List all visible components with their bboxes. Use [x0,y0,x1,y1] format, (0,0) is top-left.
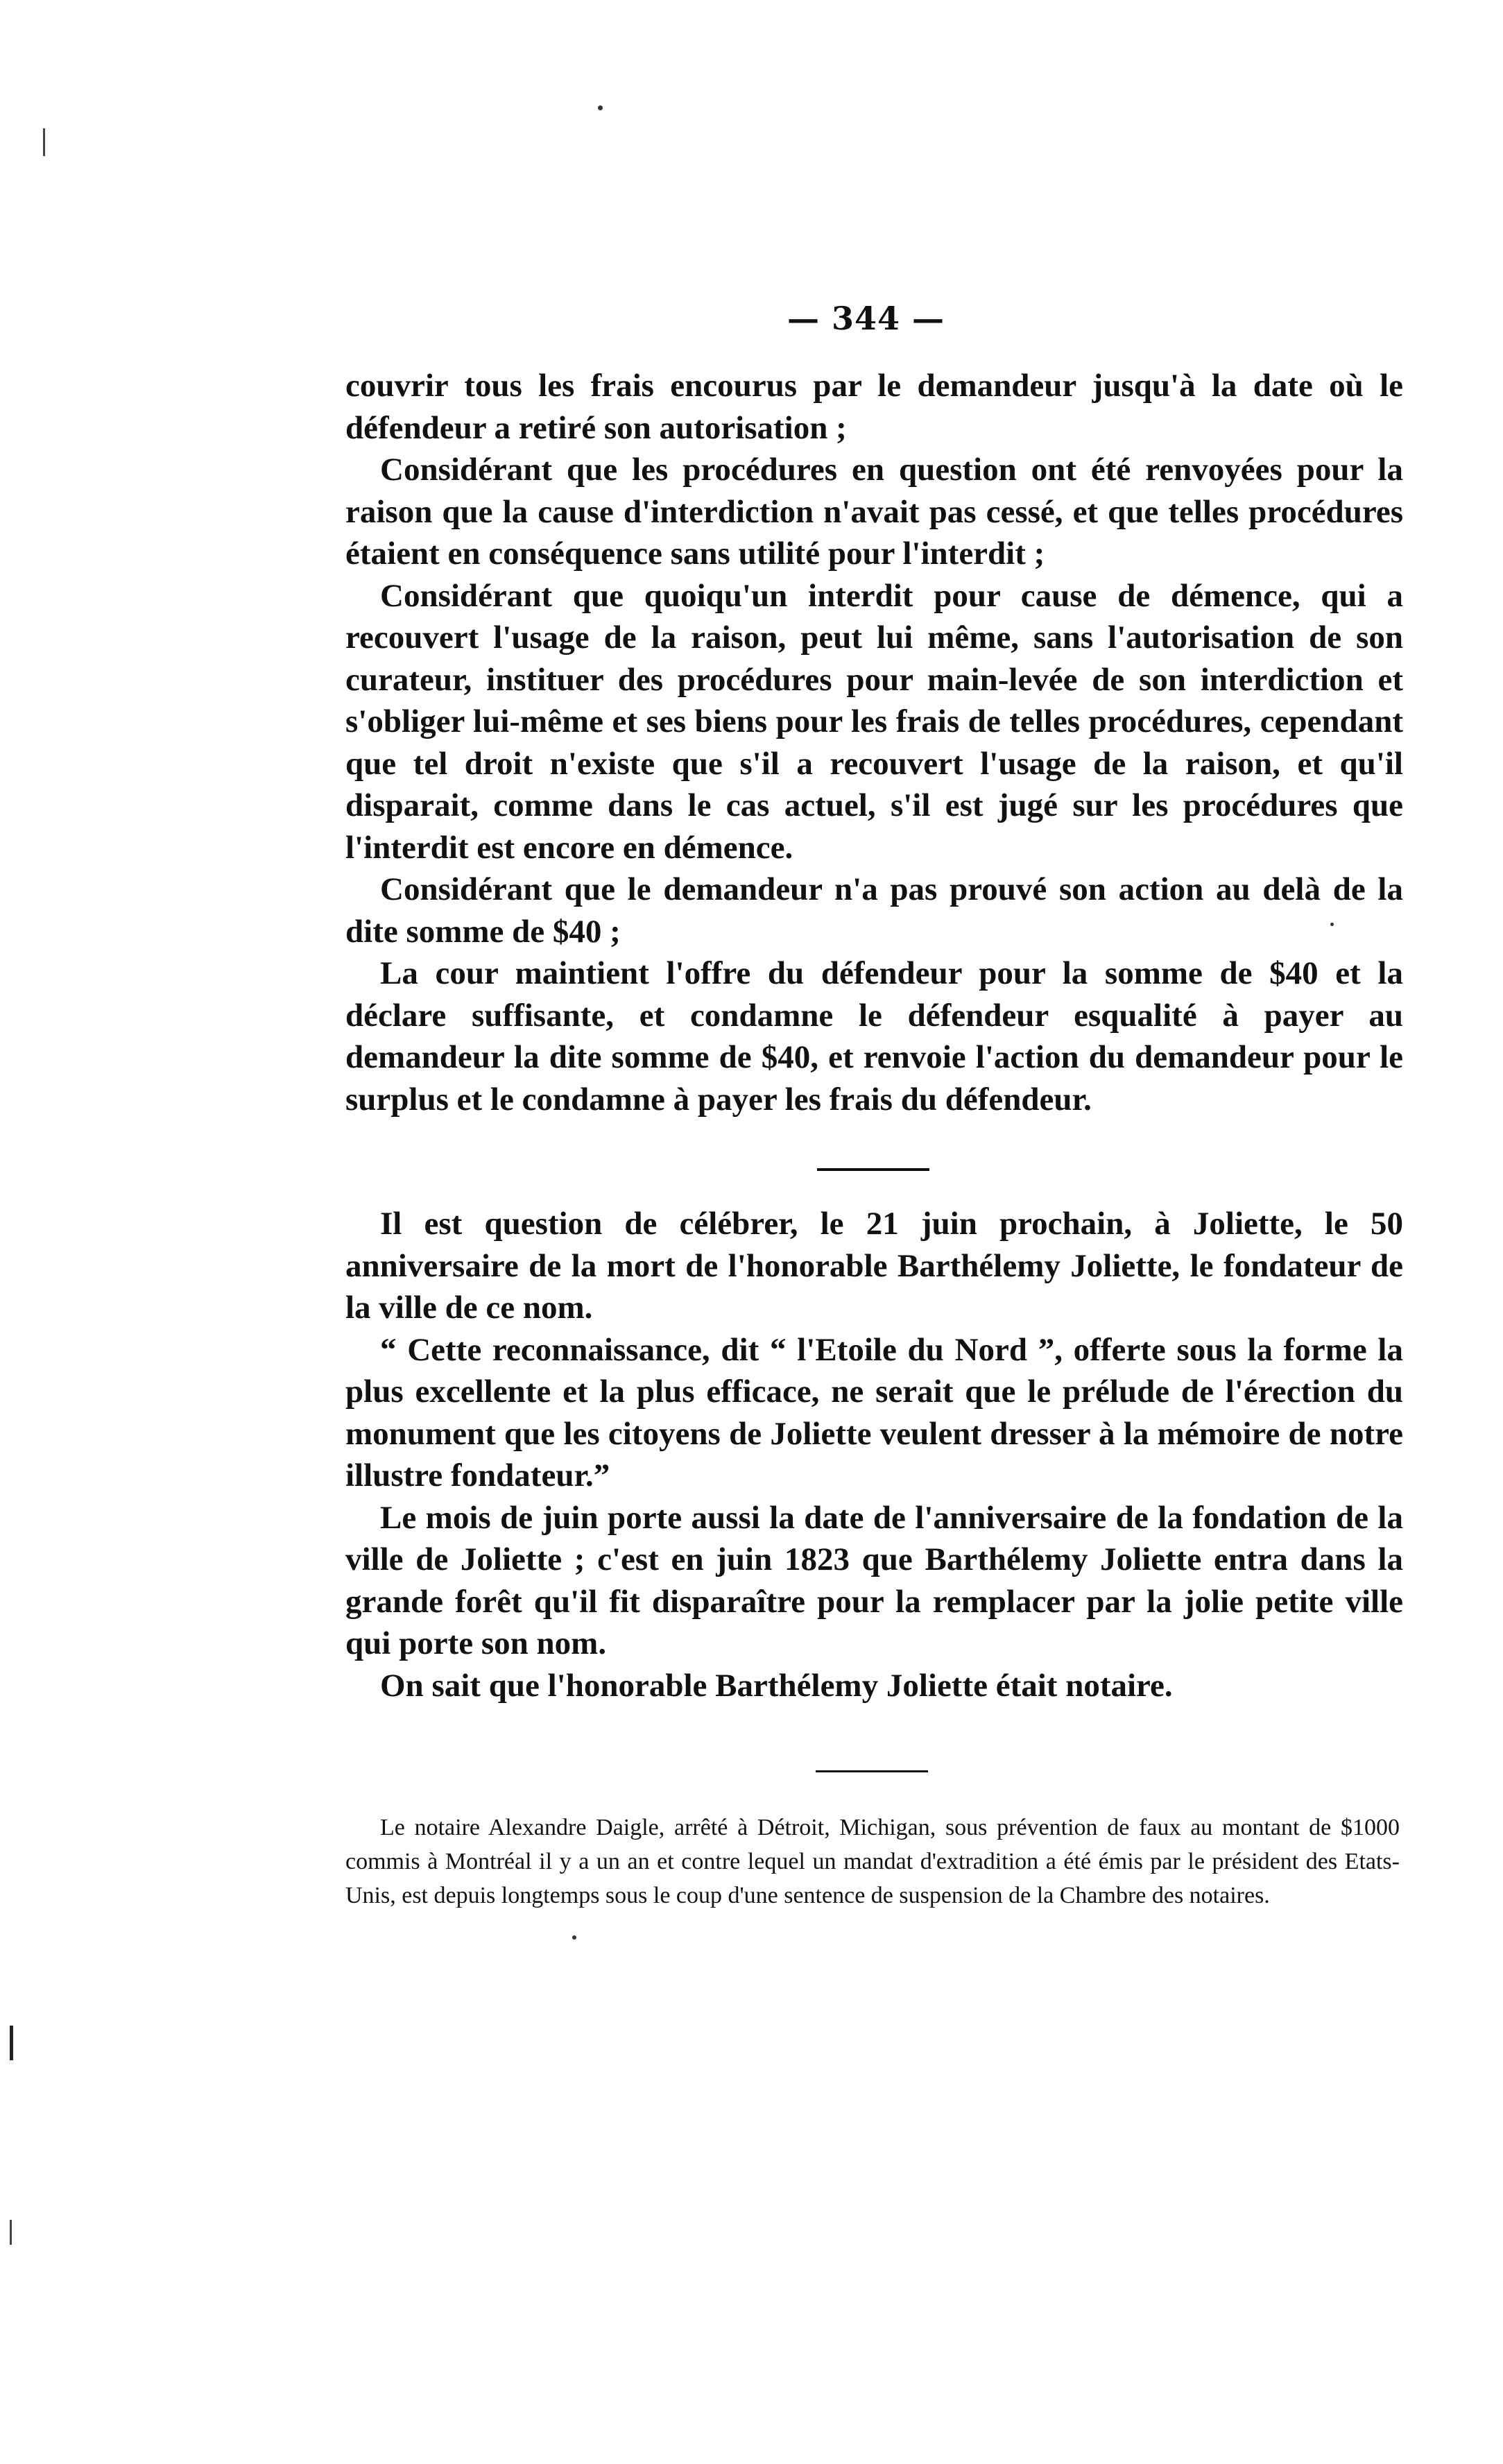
paragraph-considerant-3: Considérant que le demandeur n'a pas prouvé son action au delà de la dite somme de $40 ; [345,871,1403,950]
paragraph-considerant-2: Considérant que quoiqu'un interdit pour cause de démence, qui a recouvert l'usage de la raison, peut lui même, sans l'autorisation de son curateur, instituer des procédures pour main-levée de son interdiction et s'obliger lui-même et ses biens pour les frais de telles procédures, cependant que tel droit n'existe que s'il a recouvert l'usage de la raison, et qu'il disparait, comme dans le cas actuel, s'il est jugé sur les procédures que l'interdit est encore en démence. [345,577,1403,866]
joliette-news-section [345,1203,1403,1706]
paragraph-ruling: La cour maintient l'offre du défendeur pour la somme de $40 et la déclare suffisante, et condamne le défendeur esqualité à payer au demandeur la dite somme de $40, et renvoie l'action du demandeur pour le surplus et le condamne à payer les frais du défendeur. [345,955,1403,1118]
page-number: — 344 — [787,300,945,337]
paragraph-celebration: Il est question de célébrer, le 21 juin prochain, à Joliette, le 50 anniversaire de la mort de l'honorable Barthélemy Joliette, le fondateur de la ville de ce nom. [345,1206,1403,1326]
judgment-section [345,365,1403,1120]
scan-speck [1330,923,1334,926]
paragraph-notaire: On sait que l'honorable Barthélemy Joliette était notaire. [380,1667,1173,1704]
paragraph-anniversary: Le mois de juin porte aussi la date de l'anniversaire de la fondation de la ville de Joliette ; c'est en juin 1823 que Barthélemy Joliette entra dans la grande forêt qu'il fit disparaître pour la remplacer par la jolie petite ville qui porte son nom. [345,1499,1403,1661]
section-divider [817,1168,929,1171]
scan-mark [10,2220,12,2245]
paragraph-considerant-1: Considérant que les procédures en question ont été renvoyées pour la raison que la cause d'interdiction n'avait pas cessé, et que telles procédures étaient en conséquence sans utilité pour l'interdit ; [345,452,1403,572]
scan-mark [10,2026,13,2060]
paragraph-continuation: couvrir tous les frais encourus par le demandeur jusqu'à la date où le défendeur a retiré son autorisation ; [345,368,1403,446]
paragraph-quote: “ Cette reconnaissance, dit “ l'Etoile du Nord ”, offerte sous la forme la plus excellente et la plus efficace, ne serait que le prélude de l'érection du monument que les citoyens de Joliette veulent dresser à la mémoire de notre illustre fondateur.” [345,1331,1403,1494]
footnote-daigle: Le notaire Alexandre Daigle, arrêté à Détroit, Michigan, sous prévention de faux au montant de $1000 commis à Montréal il y a un an et contre lequel un mandat d'extradition a été émis par le président des Etats-Unis, est depuis longtemps sous le coup d'une sentence de suspension de la Chambre des notaires. [345,1815,1400,1908]
scan-speck [572,1935,576,1940]
scan-speck [598,105,603,110]
section-divider [816,1770,928,1772]
scan-mark [43,128,45,156]
